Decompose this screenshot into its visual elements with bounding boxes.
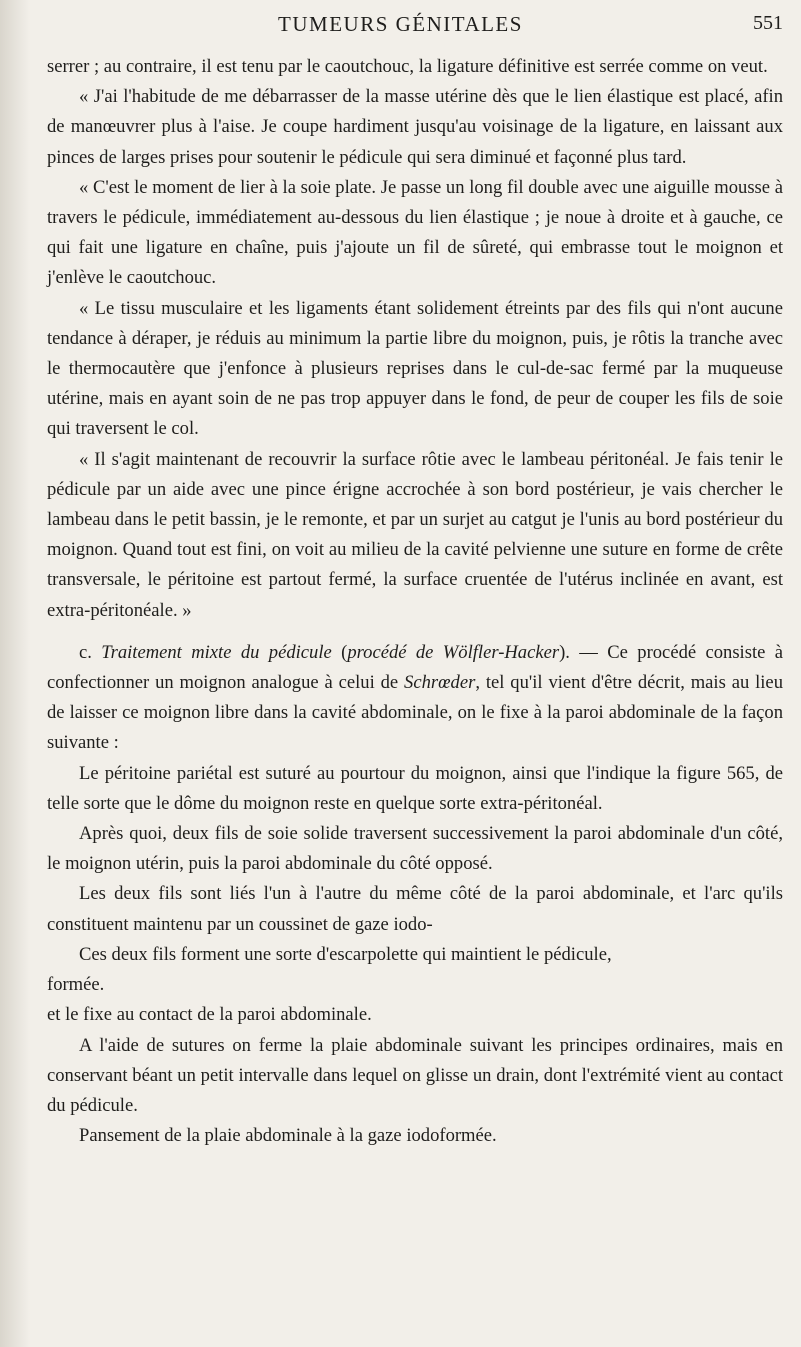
paragraph: serrer ; au contraire, il est tenu par le caoutchouc, la ligature définitive est serrée comme on veut.: [47, 56, 768, 77]
section-label: c.: [79, 641, 102, 663]
page-edge-shadow: [0, 0, 30, 1347]
body-text: [47, 52, 783, 1151]
page-number: 551: [753, 12, 783, 34]
paragraph: et le fixe au contact de la paroi abdominale.: [47, 1004, 372, 1026]
procedure-name: procédé de Wölfler-Hacker: [347, 641, 560, 663]
section-paragraph: [47, 638, 783, 759]
paragraph: « Le tissu musculaire et les ligaments étant solidement étreints par des fils qui n'ont aucune tendance à déraper, je réduis au minimum la partie libre du moignon, puis, je rôtis la tranche avec le thermocautère que j'enfonce à plusieurs reprises dans le cul-de-sac fermé par la muqueuse utérine, mais en ayant soin de ne pas trop appuyer dans le fond, de peur de couper les fils de soie qui traversent le col.: [47, 297, 783, 440]
section-title: Traitement mixte du pédicule: [101, 641, 332, 663]
paragraph: formée.: [47, 974, 105, 996]
text-run: ). — Ce procédé consiste à confectionner un moignon analogue à celui de: [47, 641, 783, 694]
running-head: [0, 8, 801, 48]
author-name: Schrœder: [404, 672, 476, 694]
text-run: (: [331, 641, 348, 663]
running-title: TUMEURS GÉNITALES: [278, 12, 523, 36]
paragraph: « C'est le moment de lier à la soie plate. Je passe un long fil double avec une aiguille mousse à travers le pédicule, immédiatement au-dessous du lien élastique ; je noue à droite et à gauche, ce qui fait une ligature en chaîne, puis j'ajoute un fil de sûreté, qui embrasse tout le moignon et j'enlève le caoutchouc.: [47, 176, 783, 289]
paragraph: Le péritoine pariétal est suturé au pourtour du moignon, ainsi que l'indique la figure 565, de telle sorte que le dôme du moignon reste en quelque sorte extra-péritonéal.: [47, 762, 783, 814]
paragraph: Pansement de la plaie abdominale à la gaze iodoformée.: [79, 1125, 497, 1147]
text-run: , tel qu'il vient d'être décrit, mais au lieu de laisser ce moignon libre dans la cavité abdominale, on le fixe à la paroi abdominale de la façon suivante :: [47, 672, 783, 754]
paragraph: Les deux fils sont liés l'un à l'autre du même côté de la paroi abdominale, et l'arc qu'ils constituent maintenu par un coussinet de gaze iodo-: [47, 883, 783, 935]
paragraph: « Il s'agit maintenant de recouvrir la surface rôtie avec le lambeau péritonéal. Je fais tenir le pédicule par un aide avec une pince érigne accrochée à son bord postérieur, je vais chercher le lambeau dans le petit bassin, je le remonte, et par un surjet au catgut je l'unis au bord postérieur du moignon. Quand tout est fini, on voit au milieu de la cavité pelvienne une suture en forme de crête transversale, le péritoine est partout fermé, la surface cruentée de l'utérus inclinée en avant, est extra-péritonéale. »: [47, 448, 783, 621]
paragraph: « J'ai l'habitude de me débarrasser de la masse utérine dès que le lien élastique est placé, afin de manœuvrer plus à l'aise. Je coupe hardiment jusqu'au voisinage de la ligature, en laissant aux pinces de larges prises pour soutenir le pédicule qui sera diminué et façonné plus tard.: [47, 86, 783, 168]
paragraph: A l'aide de sutures on ferme la plaie abdominale suivant les principes ordinaires, mais en conservant béant un petit intervalle dans lequel on glisse un drain, dont l'extrémité vient au contact du pédicule.: [47, 1034, 783, 1116]
paragraph: Après quoi, deux fils de soie solide traversent successivement la paroi abdominale d'un côté, le moignon utérin, puis la paroi abdominale du côté opposé.: [47, 823, 783, 875]
paragraph: Ces deux fils forment une sorte d'escarpolette qui maintient le pédicule,: [79, 943, 612, 965]
